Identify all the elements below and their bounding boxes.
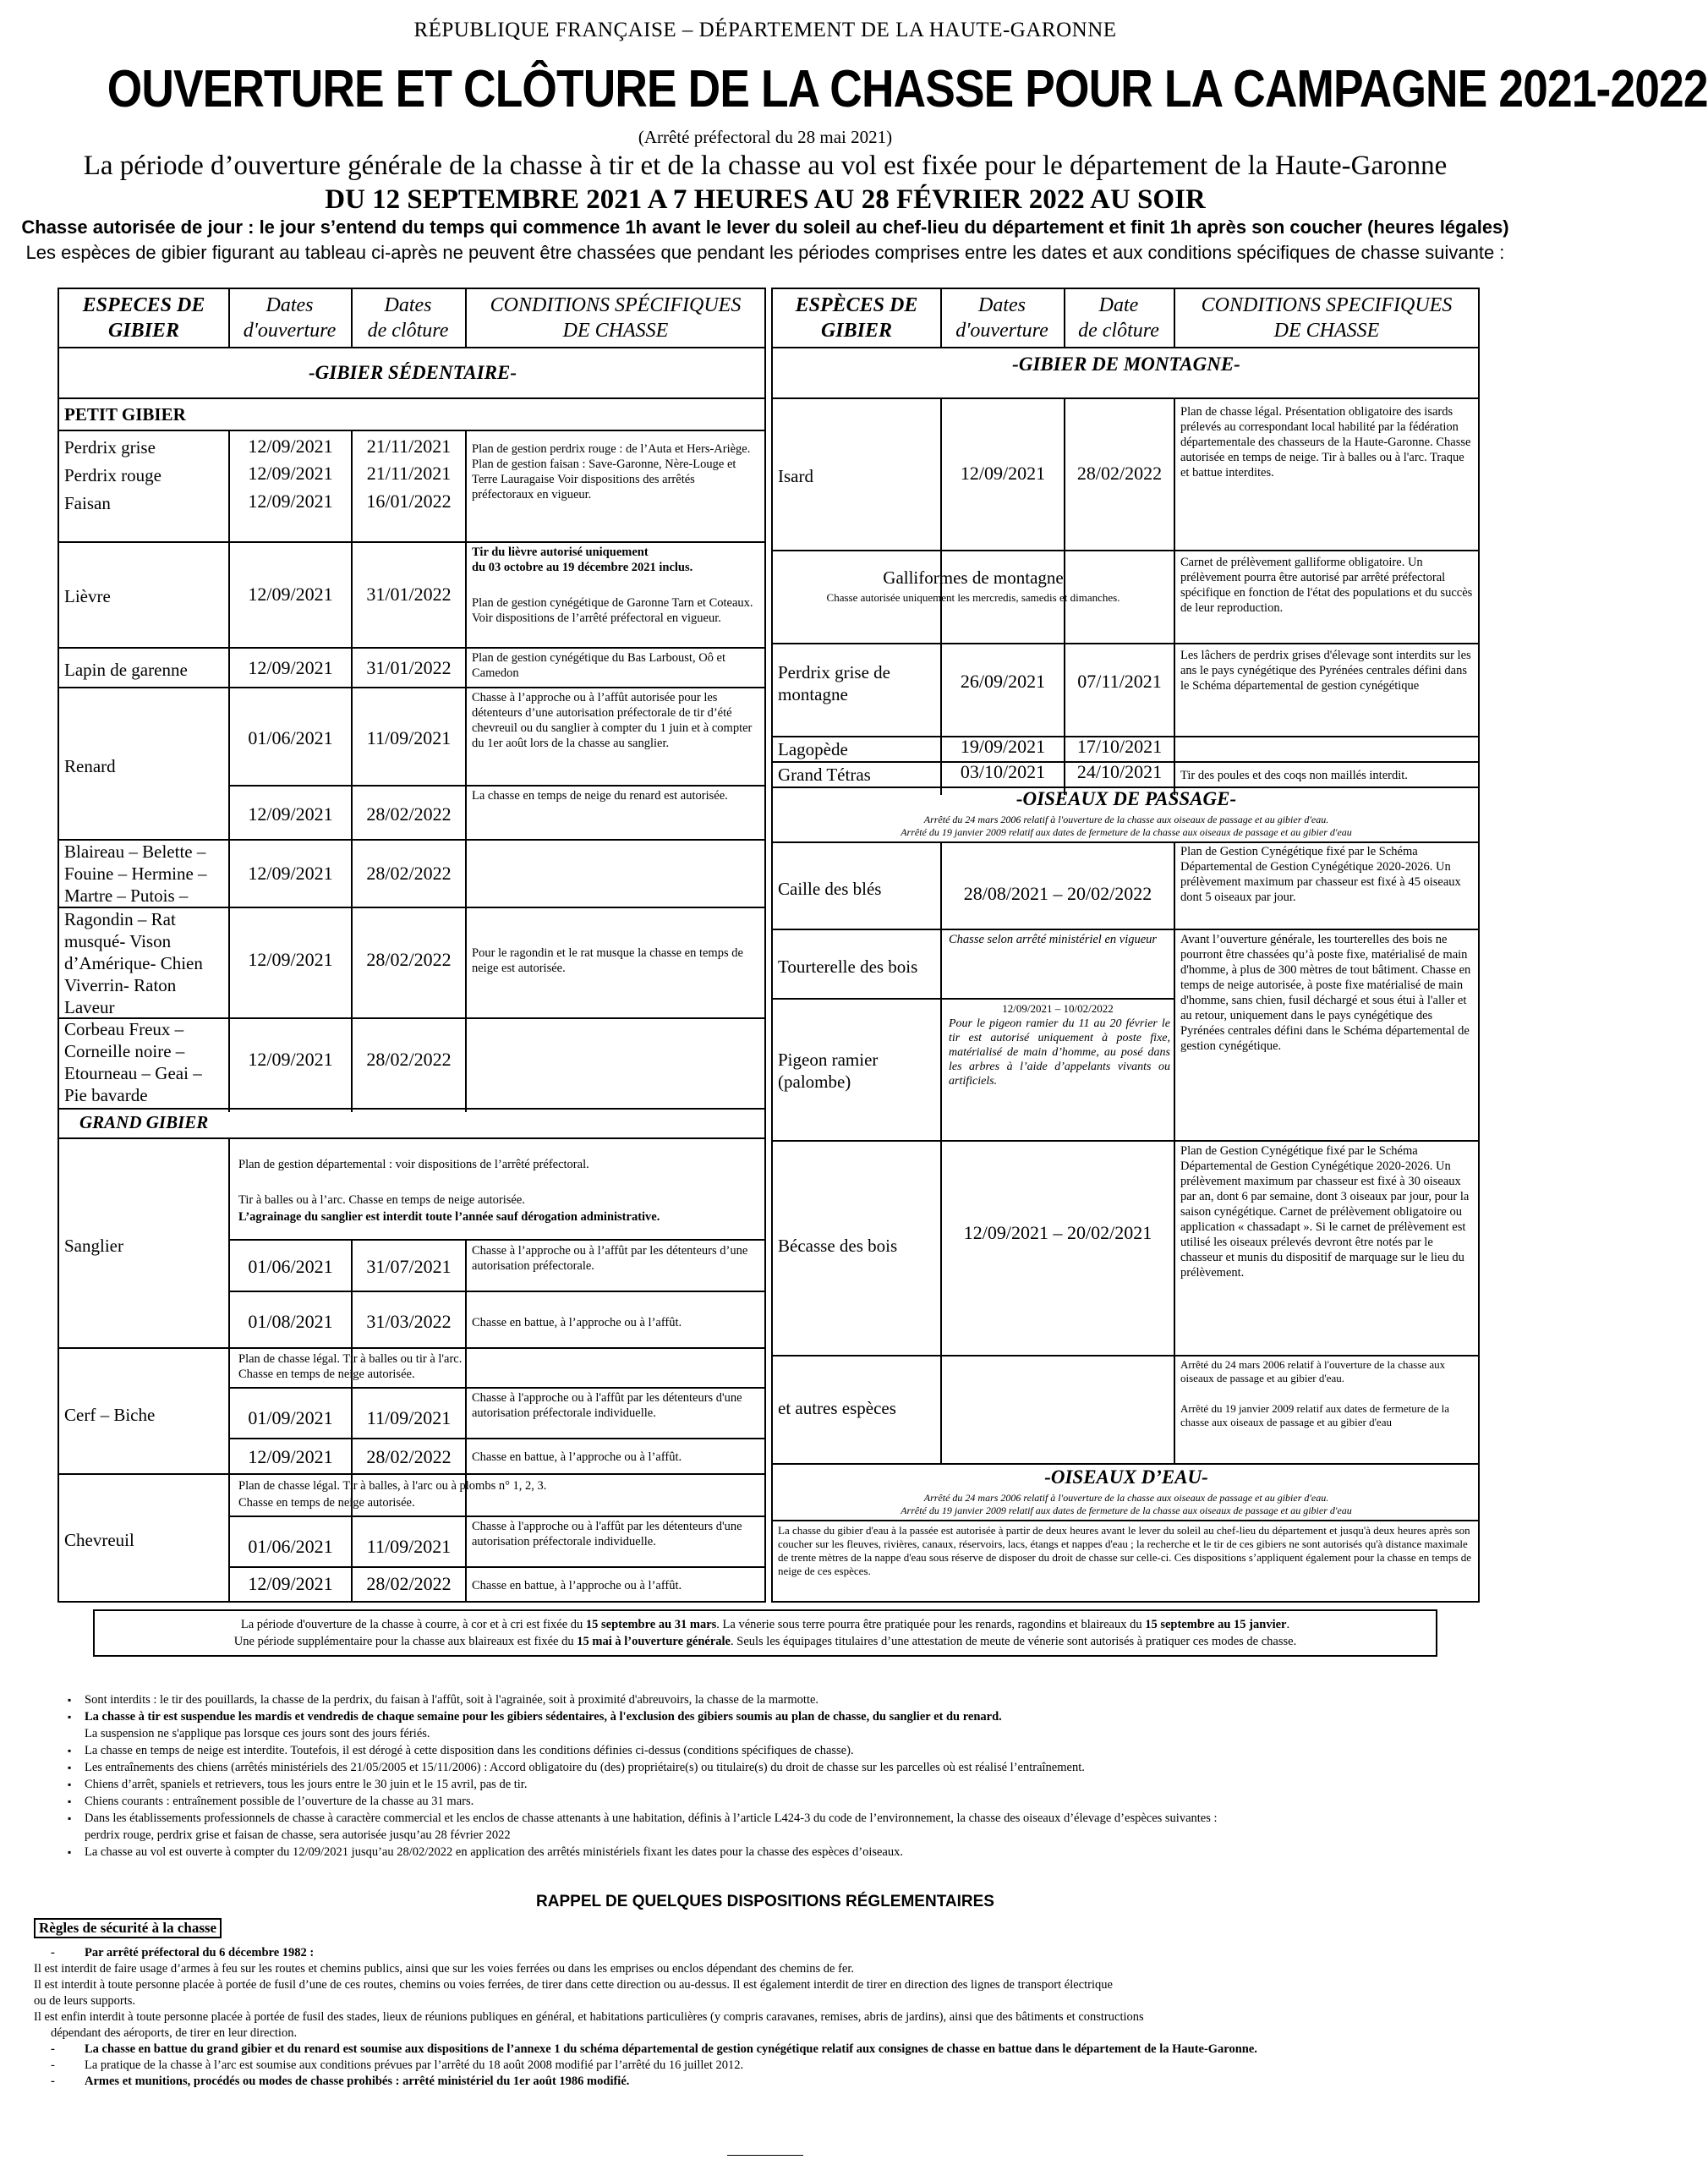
republique-heading: RÉPUBLIQUE FRANÇAISE – DÉPARTEMENT DE LA HAUTE-GARONNE: [413, 19, 1117, 41]
species-perdrix-rouge: Perdrix rouge: [64, 465, 161, 485]
bullet-item: ▪ La chasse au vol est ouverte à compter du 12/09/2021 jusqu’au 28/02/2022 en application des arrêtés ministériels fixant les dates pour la chasse des espèces d’oiseaux.: [34, 1844, 1505, 1861]
species-cerf-biche: Cerf – Biche: [64, 1405, 156, 1425]
species-grand-tetras: Grand Tétras: [778, 765, 871, 785]
right-col-header-especes: ESPÈCES DE: [795, 294, 918, 316]
species-lagopede: Lagopède: [778, 739, 848, 759]
bullet-item: ▪ Chiens d’arrêt, spaniels et retrievers, tous les jours entre le 30 juin et le 15 avril, pas de tir.: [34, 1776, 1505, 1793]
page: RÉPUBLIQUE FRANÇAISE – DÉPARTEMENT DE LA HAUTE-GARONNE OUVERTURE ET CLÔTURE DE LA CHASSE POUR LA CAMPAGNE 2021-2022 (Arrêté préfectoral du 28 mai 2021) La période d’ouverture générale de la chasse à tir et de la chasse au vol est fixée pour le département de la Haute-Garonne DU 12 SEPTEMBRE 2021 A 7 HEURES AU 28 FÉVRIER 2022 AU SOIR Chasse autorisée de jour : le jour s’entend du temps qui commence 1h avant le lever du soleil au chef-lieu du département et finit 1h après son coucher (heures légales) Les espèces de gibier figurant au tableau ci-après ne peuvent être chassées que pendant les périodes comprises entre les dates et aux conditions spécifiques de chasse suivante : ESPECES DE GIBIER Dates d'ouverture Dates de clôture CONDITIONS SPÉCIFIQUES DE CHASSE -GIBIER SÉDENTAIRE- PETIT GIBIER Perdrix grise 12/09/2021 21/11/2021 Perdrix rouge 12/09/2021 21/11/2021 Faisan 12/09/2021 16/01/2022 Plan de gestion perdrix rouge : de l’Auta et Hers-Ariège. Plan de gestion faisan : Save-Garonne, Nère-Louge et Terre Lauragaise Voir dispositions des arrêtés préfectoraux en vigueur. Lièvre 12/09/2021 31/01/2022 Tir du lièvre autorisé uniquement du 03 octobre au 19 décembre 2021 inclus. Plan de gestion cynégétique de Garonne Tarn et Coteaux. Voir dispositions de l’arrêté préfectoral en vigueur. Lapin de garenne 12/09/2021 31/01/2022 Plan de gestion cynégétique du Bas Larboust, Oô et Camedon Renard 01/06/2021 11/09/2021 Chasse à l’approche ou à l’affût autorisée pour les détenteurs d’une autorisation préfectorale de tir d’été chevreuil ou du sanglier à compter du 1 juin et à compter du 1er août lors de la chasse au sanglier. 12/09/2021 28/02/2022 La chasse en temps de neige du renard est autorisée. Blaireau – Belette – Fouine – Hermine – Martre – Putois – 12/09/2021 28/02/2022 Ragondin – Rat musqué- Vison d’Amérique- Chien Viverrin- Raton Laveur 12/09/2021 28/02/2022 Pour le ragondin et le rat musque la chasse en temps de neige est autorisée. Corbeau Freux – Corneille noire – Etourneau – Geai – Pie bavarde 12/09/2021 28/02/2022 GRAND GIBIER Sanglier Plan de gestion départemental : voir dispositions de l’arrêté préfectoral. Tir à balles ou à l’arc. Chasse en temps de neige autorisée. L’agrainage du sanglier est interdit toute l’année sauf dérogation administrative. 01/06/2021 31/07/2021 Chasse à l’approche ou à l’affût par les détenteurs d’une autorisation préfectorale. 01/08/2021 31/03/2022 Chasse en battue, à l’approche ou à l’affût. Cerf – Biche Plan de chasse légal. Tir à balles ou tir à l'arc. Chasse en temps de neige autorisée. 01/09/2021 11/09/2021 Chasse à l'approche ou à l'affût par les détenteurs d'une autorisation préfectorale individuelle. 12/09/2021 28/02/2022 Chasse en battue, à l’approche ou à l’affût. Chevreuil Plan de chasse légal. Tir à balles, à l'arc ou à plombs n° 1, 2, 3. Chasse en temps de neige autorisée. 01/06/2021 11/09/2021 Chasse à l'approche ou à l'affût par les détenteurs d'une autorisation préfectorale individuelle. 12/09/2021 28/02/2022 Chasse en battue, à l’approche ou à l’affût. ESPÈCES DE GIBIER Dates d'ouverture Date de clôture CONDITIONS SPECIFIQUES DE CHASSE -GIBIER DE MONTAGNE- Isard 12/09/2021 28/02/2022 Plan de chasse légal. Présentation obligatoire des isards prélevés au correspondant local habilité par la fédération départementale des chasseurs de la Haute-Garonne. Chasse autorisée en temps de neige. Tir à balles ou à l'arc. Traque et battue interdites. Galliformes de montagne Chasse autorisée uniquement les mercredis, samedis et dimanches. Carnet de prélèvement galliforme obligatoire. Un prélèvement pourra être autorisé par arrêté préfectoral spécifique en fonction de l'état des populations et du succès de leur reproduction. Perdrix grise de montagne 26/09/2021 07/11/2021 Les lâchers de perdrix grises d'élevage sont interdits sur les ans le pays cynégétique des Pyrénées centrales défini dans le Schéma départemental de gestion cynégétique Lagopède 19/09/2021 17/10/2021 Grand Tétras 03/10/2021 24/10/2021 Tir des poules et des coqs non maillés interdit. -OISEAUX DE PASSAGE- Arrêté du 24 mars 2006 relatif à l'ouverture de la chasse aux oiseaux de passage et au gibier d'eau. Arrêté du 19 janvier 2009 relatif aux dates de fermeture de la chasse aux oiseaux de passage et au gibier d'eau Caille des blés 28/08/2021 – 20/02/2022 Plan de Gestion Cynégétique fixé par le Schéma Départemental de Gestion Cynégétique 2020-2026. Un prélèvement maximum par chasseur est fixé à 45 oiseaux dont 5 oiseaux par jour. Tourterelle des bois Chasse selon arrêté ministériel en vigueur Pigeon ramier (palombe) 12/09/2021 – 10/02/2022 Pour le pigeon ramier du 11 au 20 février le tir est autorisé uniquement à poste fixe, matérialisé de main d’homme, au posé dans les arbres à l’aide d’appelants vivants ou artificiels. Avant l’ouverture générale, les tourterelles des bois ne pourront être chassées qu’à poste fixe, matérialisé de main d'homme, à plus de 300 mètres de tout bâtiment. Chasse en temps de neige autorisée, à poste fixe matérialisé de main d'homme, sans chien, fusil déchargé et sous étui à l'aller et au retour, uniquement dans le pays cynégétique des Pyrénées centrales défini dans le Schéma départemental de gestion cynégétique. Bécasse des bois 12/09/2021 – 20/02/2021 Plan de Gestion Cynégétique fixé par le Schéma Départemental de Gestion Cynégétique 2020-2026. Un prélèvement maximum par chasseur est fixé à 30 oiseaux par an, dont 6 par semaine, dont 3 oiseaux par jour, pour la saison cynégétique. Carnet de prélèvement obligatoire ou application « chassadapt ». Si le carnet de prélèvement est utilisé les oiseaux prélevés devront être notés par le chasseur et munis du dispositif de marquage sur le lieu du prélèvement. et autres espèces Arrêté du 24 mars 2006 relatif à l'ouverture de la chasse aux oiseaux de passage et au gibier d'eau. Arrêté du 19 janvier 2009 relatif aux dates de fermeture de la chasse aux oiseaux de passage et au gibier d'eau -OISEAUX D’EAU- Arrêté du 24 mars 2006 relatif à l'ouverture de la chasse aux oiseaux de passage et au gibier d'eau. Arrêté du 19 janvier 2009 relatif aux dates de fermeture de la chasse aux oiseaux de passage et au gibier d'eau La chasse du gibier d'eau à la passée est autorisée à partir de deux heures avant le lever du soleil au chef-lieu du département et jusqu'à deux heures après son coucher sur les fleuves, rivières, canaux, réservoirs, lacs, étangs et nappes d'eau ; la recherche et le tir de ces gibiers ne sont autorisés qu'à distance maximale de trente mètres de la nappe d'eau sous réserve de disposer du droit de chasse sur celle-ci. Ces dispositions s’appliquent également pour la chasse en temps de neige de ces espèces. La période d'ouverture de la chasse à courre, à cor et à cri est fixée du 15 septembre au 31 mars. La vénerie sous terre pourra être pratiquée pour les renards, ragondins et blaireaux du 15 septembre au 15 janvier. Une période supplémentaire pour la chasse aux blaireaux est fixée du 15 mai à l’ouverture générale. Seuls les équipages titulaires d’une attestation de meute de vénerie sont autorisés à pratiquer ces modes de chasse. ▪ Sont interdits : le tir des pouillards, la chasse de la perdrix, du faisan à l'affût, soit à l'agrainée, soit à proximité d'abreuvoirs, la chasse de la marmotte. ▪ La chasse à tir est suspendue les mardis et vendredis de chaque semaine pour les gibiers sédentaires, à l'exclusion des gibiers soumis au plan de chasse, du sanglier et du renard. La suspension ne s'applique pas lorsque ces jours sont des jours fériés. ▪ La chasse en temps de neige est interdite. Toutefois, il est dérogé à cette disposition dans les conditions définies ci-dessus (conditions spécifiques de chasse). ▪ Les entraînements des chiens (arrêtés ministériels des 21/05/2005 et 15/11/2006) : Accord obligatoire du (des) propriétaire(s) ou titulaire(s) du droit de chasse sur les parcelles où est réalisé l’entraînement. ▪ Chiens d’arrêt, spaniels et retrievers, tous les jours entre le 30 juin et le 15 avril, pas de tir. ▪ Chiens courants : entraînement possible de l’ouverture de la chasse au 31 mars. ▪ Dans les établissements professionnels de chasse à caractère commercial et les enclos de chasse attenants à une habitation, définis à l’article L424-3 du code de l’environnement, la chasse des oiseaux d’élevage d’espèces suivantes : perdrix rouge, perdrix grise et faisan de chasse, sera autorisée jusqu’au 28 février 2022 ▪ La chasse au vol est ouverte à compter du 12/09/2021 jusqu’au 28/02/2022 en application des arrêtés ministériels fixant les dates pour la chasse des espèces d’oiseaux. RAPPEL DE QUELQUES DISPOSITIONS RÉGLEMENTAIRES Règles de sécurité à la chasse - Par arrêté préfectoral du 6 décembre 1982 : Il est interdit de faire usage d’armes à feu sur les routes et chemins publics, ainsi que sur les voies ferrées ou dans les emprises ou enclos dépendant des chemins de fer. Il est interdit à toute personne placée à portée de fusil d’une de ces routes, chemins ou voies ferrées, de tirer dans cette direction ou au-dessus. Il est également interdit de tirer en direction des lignes de transport électrique ou de leurs supports. Il est enfin interdit à toute personne placée à portée de fusil des stades, lieux de réunions publiques en général, et habitations particulières (y compris caravanes, remises, abris de jardins), ainsi que des bâtiments et constructions dépendant des aéroports, de tirer en leur direction. - La chasse en battue du grand gibier et du renard est soumise aux dispositions de l’annexe 1 du schéma départemental de gestion cynégétique relatif aux consignes de chasse en battue dans le département de la Haute-Garonne. - La pratique de la chasse à l’arc est soumise aux conditions prévues par l’arrêté du 18 août 2008 modifié par l’arrêté du 16 juillet 2012. - Armes et munitions, procédés ou modes de chasse prohibés : arrêté ministériel du 1er août 1986 modifié.: [0, 0, 1530, 2165]
species-faisan: Faisan: [64, 493, 111, 513]
sanglier-conditions-2: Chasse en battue, à l’approche ou à l’affût.: [472, 1316, 682, 1329]
section-oiseaux-eau: -OISEAUX D’EAU-: [1044, 1466, 1208, 1488]
season-dates: DU 12 SEPTEMBRE 2021 A 7 HEURES AU 28 FÉVRIER 2022 AU SOIR: [325, 184, 1206, 215]
lapin-conditions: Plan de gestion cynégétique du Bas Larboust, Oô et Camedon: [472, 651, 726, 680]
species-tourterelle: Tourterelle des bois: [778, 956, 918, 977]
species-renard: Renard: [64, 756, 116, 776]
cerf-conditions-1: Chasse à l'approche ou à l'affût par les détenteurs d'une autorisation préfectorale individuelle.: [472, 1391, 742, 1420]
period-sentence: La période d’ouverture générale de la chasse à tir et de la chasse au vol est fixée pour le département de la Haute-Garonne: [83, 151, 1448, 181]
oiseaux-eau-text: La chasse du gibier d'eau à la passée est autorisée à partir de deux heures avant le lever du soleil au chef-lieu du département et jusqu'à deux heures après son coucher sur les fleuves, rivières, canaux, réservoirs, lacs, étangs et nappes d'eau ; la recherche et le tir de ces gibiers ne sont autorisés qu'à distance maximale de trente mètres de la nappe d'eau sous réserve de disposer du droit de chasse sur celle-ci. Ces dispositions s’appliquent également pour la chasse en temps de neige de ces espèces.: [778, 1524, 1472, 1577]
renard-conditions-2: La chasse en temps de neige du renard est autorisée.: [472, 789, 728, 803]
col-header-especes: ESPECES DE: [82, 294, 205, 316]
venerie-box: La période d'ouverture de la chasse à courre, à cor et à cri est fixée du 15 septembre au 31 mars. La vénerie sous terre pourra être pratiquée pour les renards, ragondins et blaireaux du 15 septembre au 15 janvier. Une période supplémentaire pour la chasse aux blaireaux est fixée du 15 mai à l’ouverture générale. Seuls les équipages titulaires d’une attestation de meute de vénerie sont autorisés à pratiquer ces modes de chasse.: [93, 1609, 1437, 1657]
species-sanglier: Sanglier: [64, 1236, 123, 1256]
species-ragondin: Ragondin – Rat musqué- Vison d’Amérique- Chien Viverrin- Raton Laveur: [64, 909, 203, 1017]
section-oiseaux-passage: -OISEAUX DE PASSAGE-: [1015, 788, 1237, 809]
right-col-header-conditions: CONDITIONS SPECIFIQUES: [1201, 294, 1453, 316]
species-autres: et autres espèces: [778, 1398, 896, 1418]
species-pigeon-ramier: Pigeon ramier (palombe): [778, 1050, 879, 1092]
grand-gibier-heading: GRAND GIBIER: [79, 1112, 209, 1132]
caille-conditions: Plan de Gestion Cynégétique fixé par le Schéma Départemental de Gestion Cynégétique 2020-2026. Un prélèvement maximum par chasseur est fixé à 45 oiseaux dont 5 oiseaux par jour.: [1180, 845, 1461, 904]
lievre-conditions: Plan de gestion cynégétique de Garonne Tarn et Coteaux. Voir dispositions de l’arrêté préfectoral en vigueur.: [472, 596, 753, 625]
galliformes-conditions: Carnet de prélèvement galliforme obligatoire. Un prélèvement pourra être autorisé par arrêté préfectoral spécifique en fonction de l'état des populations et du succès de leur reproduction.: [1180, 556, 1473, 615]
chevreuil-conditions-1: Chasse à l'approche ou à l'affût par les détenteurs d'une autorisation préfectorale individuelle.: [472, 1520, 742, 1548]
tetras-conditions: Tir des poules et des coqs non maillés interdit.: [1180, 769, 1408, 782]
regles-securite-heading: Règles de sécurité à la chasse: [34, 1918, 222, 1938]
bullet-item: ▪ Chiens courants : entraînement possible de l’ouverture de la chasse au 31 mars.: [34, 1793, 1505, 1810]
end-divider: [727, 2155, 803, 2156]
rules-list: - Par arrêté préfectoral du 6 décembre 1982 : Il est interdit de faire usage d’armes à feu sur les routes et chemins publics, ainsi que sur les voies ferrées ou dans les emprises ou enclos dépendant des chemins de fer. Il est interdit à toute personne placée à portée de fusil d’une de ces routes, chemins ou voies ferrées, de tirer dans cette direction ou au-dessus. Il est également interdit de tirer en direction des lignes de transport électrique ou de leurs supports. Il est enfin interdit à toute personne placée à portée de fusil des stades, lieux de réunions publiques en général, et habitations particulières (y compris caravanes, remises, abris de jardins), ainsi que des bâtiments et constructions dépendant des aéroports, de tirer en leur direction. - La chasse en battue du grand gibier et du renard est soumise aux dispositions de l’annexe 1 du schéma départemental de gestion cynégétique relatif aux consignes de chasse en battue dans le département de la Haute-Garonne. - La pratique de la chasse à l’arc est soumise aux conditions prévues par l’arrêté du 18 août 2008 modifié par l’arrêté du 16 juillet 2012. - Armes et munitions, procédés ou modes de chasse prohibés : arrêté ministériel du 1er août 1986 modifié.: [34, 1945, 1505, 2090]
species-lapin: Lapin de garenne: [64, 660, 188, 680]
col-header-conditions: CONDITIONS SPÉCIFIQUES: [490, 294, 742, 316]
arrete-reference: (Arrêté préfectoral du 28 mai 2021): [638, 127, 893, 147]
ragondin-conditions: Pour le ragondin et le rat musque la chasse en temps de neige est autorisée.: [472, 946, 743, 975]
becasse-conditions: Plan de Gestion Cynégétique fixé par le Schéma Départemental de Gestion Cynégétique 2020-2026. Un prélèvement maximum par chasseur est fixé à 30 oiseaux par an, dont 6 par semaine, dont 3 oiseaux par jour, pour la saison cynégétique. Carnet de prélèvement obligatoire ou application « chassadapt ». Si le carnet de prélèvement est utilisé les oiseaux prélevés devront être notés par le chasseur et munis du dispositif de marquage sur le lieu du prélèvement.: [1180, 1144, 1470, 1280]
chevreuil-conditions-2: Chasse en battue, à l’approche ou à l’affût.: [472, 1579, 682, 1592]
species-galliformes: Galliformes de montagne: [883, 567, 1064, 588]
right-col-header-ouverture: Dates: [978, 294, 1026, 316]
bullet-item: ▪ Sont interdits : le tir des pouillards, la chasse de la perdrix, du faisan à l'affût, soit à l'agrainée, soit à proximité d'abreuvoirs, la chasse de la marmotte.: [34, 1691, 1505, 1708]
species-caille: Caille des blés: [778, 879, 882, 899]
bullet-item: perdrix rouge, perdrix grise et faisan de chasse, sera autorisée jusqu’au 28 février 2022: [85, 1828, 511, 1842]
rappel-heading: RAPPEL DE QUELQUES DISPOSITIONS RÉGLEMENTAIRES: [536, 1893, 994, 1910]
perdrix-montagne-conditions: Les lâchers de perdrix grises d'élevage sont interdits sur les ans le pays cynégétique des Pyrénées centrales défini dans le Schéma départemental de gestion cynégétique: [1180, 649, 1471, 693]
species-blaireau: Blaireau – Belette – Fouine – Hermine – Martre – Putois –: [64, 841, 207, 906]
species-perdrix-montagne: Perdrix grise de montagne: [778, 662, 890, 704]
col-header-ouverture: Dates: [266, 294, 314, 316]
renard-conditions-1: Chasse à l’approche ou à l’affût autorisée pour les détenteurs d’une autorisation préfectorale de tir d’été chevreuil ou du sanglier à compter du 1 juin et à compter du 1er août lors de la chasse au sanglier.: [472, 691, 753, 750]
species-corbeau: Corbeau Freux – Corneille noire – Etourneau – Geai – Pie bavarde: [64, 1019, 202, 1105]
species-becasse: Bécasse des bois: [778, 1236, 898, 1256]
species-chevreuil: Chevreuil: [64, 1530, 134, 1550]
isard-conditions: Plan de chasse légal. Présentation obligatoire des isards prélevés au correspondant local habilité par la fédération départementale des chasseurs de la Haute-Garonne. Chasse autorisée en temps de neige. Tir à balles ou à l'arc. Traque et battue interdites.: [1180, 405, 1471, 480]
species-intro: Les espèces de gibier figurant au tableau ci-après ne peuvent être chassées que pendant les périodes comprises entre les dates et aux conditions spécifiques de chasse suivante :: [25, 242, 1505, 263]
bullet-list: [34, 1691, 1505, 1861]
bullet-item: ▪ La chasse en temps de neige est interdite. Toutefois, il est dérogé à cette disposition dans les conditions définies ci-dessus (conditions spécifiques de chasse).: [34, 1742, 1505, 1759]
species-perdrix-grise: Perdrix grise: [64, 437, 156, 458]
section-gibier-sedentaire: -GIBIER SÉDENTAIRE-: [308, 362, 517, 383]
species-lievre: Lièvre: [64, 586, 111, 606]
right-col-header-cloture: Date: [1098, 294, 1139, 316]
daytime-rule: Chasse autorisée de jour : le jour s’entend du temps qui commence 1h avant le lever du soleil au chef-lieu du département et finit 1h après son coucher (heures légales): [21, 216, 1509, 238]
petit-gibier-heading: PETIT GIBIER: [64, 404, 186, 425]
cerf-conditions-2: Chasse en battue, à l’approche ou à l’affût.: [472, 1450, 682, 1464]
bullet-item: La suspension ne s'applique pas lorsque ces jours sont des jours fériés.: [85, 1727, 430, 1740]
species-isard: Isard: [778, 466, 813, 486]
col-header-cloture: Dates: [384, 294, 432, 316]
bullet-item: ▪ Les entraînements des chiens (arrêtés ministériels des 21/05/2005 et 15/11/2006) : Accord obligatoire du (des) propriétaire(s) ou titulaire(s) du droit de chasse sur les parcelles où est réalisé l’entraînement.: [34, 1759, 1505, 1776]
perdrix-conditions: Plan de gestion perdrix rouge : de l’Auta et Hers-Ariège. Plan de gestion faisan : Save-Garonne, Nère-Louge et Terre Lauragaise Voir dispositions des arrêtés préfectoraux en vigueur.: [472, 442, 751, 502]
sanglier-conditions-1: Chasse à l’approche ou à l’affût par les détenteurs d’une autorisation préfectorale.: [472, 1244, 748, 1273]
pigeon-conditions: Avant l’ouverture générale, les tourterelles des bois ne pourront être chassées qu’à poste fixe, matérialisé de main d'homme, à plus de 300 mètres de tout bâtiment. Chasse en temps de neige autorisée, à poste fixe matérialisé de main d'homme, sans chien, fusil déchargé et sous étui à l'aller et au retour, uniquement dans le pays cynégétique des Pyrénées centrales défini dans le Schéma départemental de gestion cynégétique.: [1180, 933, 1471, 1053]
section-gibier-montagne: -GIBIER DE MONTAGNE-: [1012, 354, 1240, 375]
bullet-item: ▪ La chasse à tir est suspendue les mardis et vendredis de chaque semaine pour les gibiers sédentaires, à l'exclusion des gibiers soumis au plan de chasse, du sanglier et du renard.: [34, 1708, 1505, 1725]
page-title: OUVERTURE ET CLÔTURE DE LA CHASSE POUR LA CAMPAGNE 2021-2022: [107, 60, 1708, 118]
bullet-item: ▪ Dans les établissements professionnels de chasse à caractère commercial et les enclos de chasse attenants à une habitation, définis à l’article L424-3 du code de l’environnement, la chasse des oiseaux d’élevage d’espèces suivantes :: [34, 1810, 1505, 1827]
